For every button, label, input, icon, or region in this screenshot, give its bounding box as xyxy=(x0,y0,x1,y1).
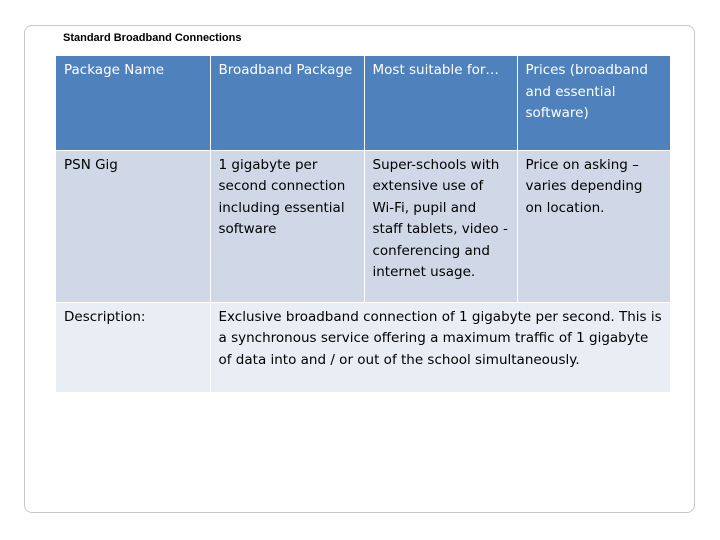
broadband-table xyxy=(56,56,670,392)
header-most-suitable: Most suitable for… xyxy=(364,56,517,150)
table-header-row xyxy=(56,56,670,150)
header-broadband-package: Broadband Package xyxy=(210,56,364,150)
cell-price: Price on asking – varies depending on location. xyxy=(517,150,670,302)
description-text: Exclusive broadband connection of 1 gigabyte per second. This is a synchronous service offering a maximum traffic of 1 gigabyte of data into and / or out of the school simultaneously. xyxy=(210,302,670,392)
description-label: Description: xyxy=(56,302,210,392)
cell-broadband-package: 1 gigabyte per second connection including essential software xyxy=(210,150,364,302)
cell-most-suitable: Super-schools with extensive use of Wi-Fi, pupil and staff tablets, video -conferencing and internet usage. xyxy=(364,150,517,302)
cell-package-name: PSN Gig xyxy=(56,150,210,302)
table-row xyxy=(56,150,670,302)
page-title: Standard Broadband Connections xyxy=(63,32,242,44)
header-prices: Prices (broadband and essential software) xyxy=(517,56,670,150)
header-package-name: Package Name xyxy=(56,56,210,150)
description-row xyxy=(56,302,670,392)
